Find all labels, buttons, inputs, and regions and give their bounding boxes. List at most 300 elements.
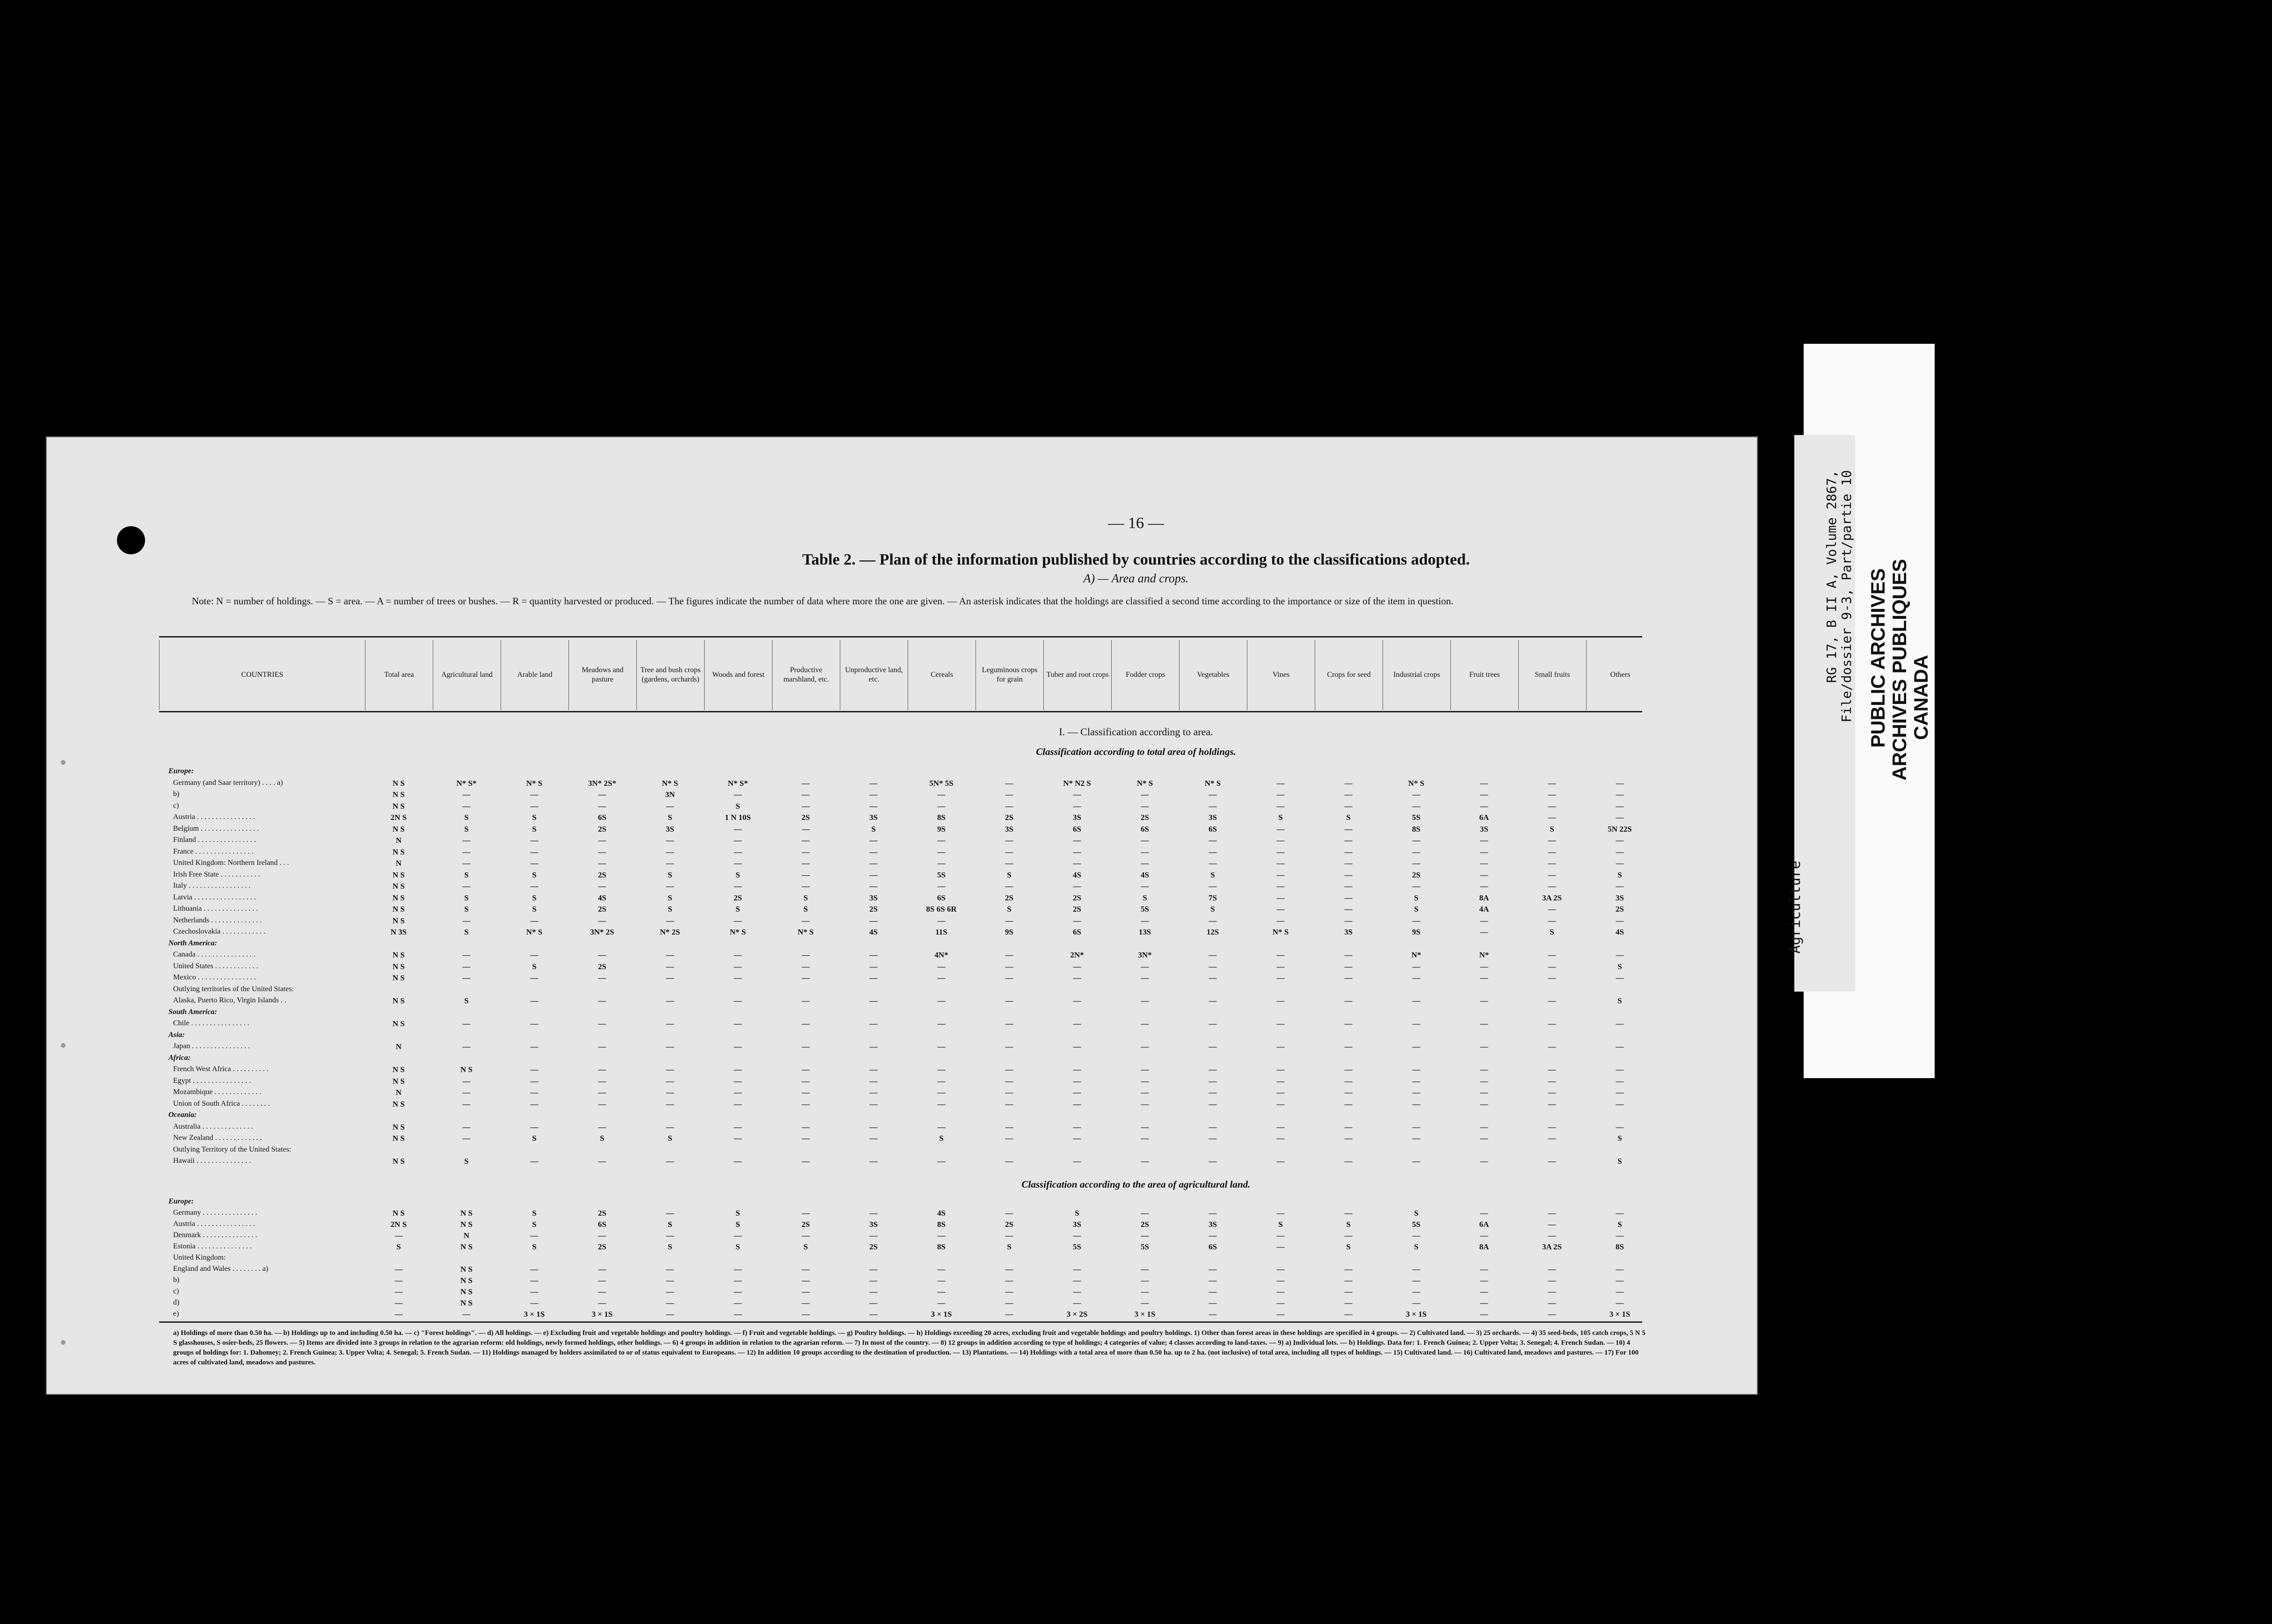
table-cell: — [1548,1122,1556,1131]
table-cell: N S [460,1276,473,1285]
table-cell: — [1276,882,1285,891]
table-cell: S [464,928,469,936]
table-cell: 6A [1479,1220,1489,1229]
table-cell: 3 × 1S [524,1310,545,1319]
table-cell: S [1143,893,1147,902]
table-cell: — [1005,1088,1013,1097]
table-cell: N* S [526,928,543,936]
region-label: North America: [168,939,217,947]
table-cell: — [1548,1310,1556,1319]
table-cell: — [1412,996,1420,1005]
table-cell: — [1480,996,1488,1005]
table-cell: 4S [598,893,606,902]
table-cell: — [1209,1265,1217,1274]
table-cell: — [801,916,810,925]
table-cell: — [666,1019,674,1028]
country-label: Outlying territories of the United States: [173,985,294,993]
country-label: French West Africa . . . . . . . . . . [173,1065,269,1073]
column-header: Productive marshland, etc. [772,640,840,710]
table-cell: — [1548,1276,1556,1285]
table-cell: — [1209,1231,1217,1240]
table-cell: — [1412,1298,1420,1307]
table-cell: S [1414,893,1419,902]
table-cell: — [1005,973,1013,982]
table-cell: — [937,996,946,1005]
table-cell: — [1141,1298,1149,1307]
table-cell: 5S [1141,1242,1149,1251]
table-cell: 6S [1209,1242,1217,1251]
table-cell: — [1344,870,1353,879]
table-cell: S [1075,1209,1079,1218]
table-cell: — [1412,916,1420,925]
table-cell: — [1412,1287,1420,1296]
table-cell: 2S [1141,1220,1149,1229]
table-cell: — [1480,790,1488,799]
table-cell: — [937,1265,946,1274]
country-label: Belgium . . . . . . . . . . . . . . . . [173,824,259,833]
country-label: United Kingdom: [173,1254,226,1262]
table-cell: — [1616,1088,1624,1097]
table-cell: N S [393,1209,405,1218]
table-cell: — [1480,801,1488,811]
table-cell: N S [393,916,405,925]
country-label: Chile . . . . . . . . . . . . . . . . [173,1019,249,1027]
table-cell: — [598,882,606,891]
country-label: Mozambique . . . . . . . . . . . . . [173,1088,262,1096]
table-cell: — [598,847,606,856]
table-cell: — [869,859,878,868]
table-cell: — [394,1265,403,1274]
table-cell: — [1344,1099,1353,1109]
table-cell: — [1276,870,1285,879]
country-label: c) [173,1287,179,1295]
table-cell: — [734,847,742,856]
table-cell: S [1346,1242,1351,1251]
table-cell: N S [393,1076,405,1086]
table-cell: — [1141,1099,1149,1109]
table-cell: S [532,893,537,902]
table-cell: — [1480,962,1488,971]
column-header: Cereals [908,640,976,710]
table-cell: — [1209,1209,1217,1218]
table-cell: N [395,836,402,845]
column-header: Fodder crops [1111,640,1179,710]
table-cell: — [1209,847,1217,856]
table-cell: — [1480,859,1488,868]
table-cell: 3S [1005,824,1013,834]
table-cell: — [801,1265,810,1274]
table-cell: — [1480,882,1488,891]
table-cell: S [668,1134,672,1143]
table-cell: — [1344,1122,1353,1131]
table-cell: 3S [1073,813,1081,822]
table-cell: S [1346,1220,1351,1229]
table-cell: 2S [598,824,606,834]
table-note: Note: N = number of holdings. — S = area. — A = number of trees or bushes. — R = quantity harvested or produced. — The figures indicate the number of data where more the one are given. — An asterisk indicates that the holdings are classified a second time according to the importance or size of the item in question. [192,595,1454,607]
archive-stamp-line3: CANADA [1910,655,1932,740]
table-cell: — [937,790,946,799]
table-cell: — [869,870,878,879]
table-cell: S [668,813,672,822]
table-cell: N* S* [728,778,748,788]
table-cell: — [1412,1134,1420,1143]
table-cell: — [1412,1265,1420,1274]
table-cell: 5S [1412,813,1420,822]
table-cell: — [1548,1298,1556,1307]
table-cell: S [532,824,537,834]
table-cell: S [871,824,876,834]
table-cell: S [1550,928,1554,936]
table-cell: S [735,905,740,914]
table-cell: — [530,1099,539,1109]
table-cell: 4S [1141,870,1149,879]
table-cell: — [1073,1099,1081,1109]
table-cell: N S [460,1209,473,1218]
table-cell: — [1073,801,1081,811]
table-cell: — [1344,790,1353,799]
table-cell: N S [393,973,405,982]
table-cell: 5S [937,870,946,879]
table-cell: — [1480,1276,1488,1285]
table-cell: — [1276,1157,1285,1166]
table-cell: — [1073,1088,1081,1097]
table-cell: — [666,1042,674,1051]
header-bottom-rule [159,711,1642,712]
table-cell: — [1344,1076,1353,1086]
table-cell: — [1276,1265,1285,1274]
country-label: Alaska, Puerto Rico, Virgin Islands . . [173,996,286,1004]
table-cell: — [801,1076,810,1086]
table-cell: — [801,1287,810,1296]
table-cell: S [1617,962,1622,971]
table-cell: — [1005,1310,1013,1319]
table-cell: — [1005,847,1013,856]
header-top-rule [159,636,1642,638]
table-cell: S [1617,996,1622,1005]
table-cell: — [462,790,471,799]
archive-category: Agriculture [1787,861,1804,954]
table-cell: 5S [1141,905,1149,914]
table-cell: — [598,1065,606,1074]
table-cell: S [1007,1242,1012,1251]
table-cell: — [530,1122,539,1131]
table-cell: — [1073,847,1081,856]
table-cell: — [1412,836,1420,845]
table-cell: — [801,1134,810,1143]
table-cell: — [1141,1265,1149,1274]
country-label: Netherlands . . . . . . . . . . . . . . [173,916,262,924]
table-cell: — [598,1122,606,1131]
binding-hole [61,1043,66,1048]
table-cell: — [1276,1042,1285,1051]
table-cell: N 3S [390,928,407,936]
table-cell: S [532,905,537,914]
table-cell: — [1141,801,1149,811]
table-cell: — [598,1231,606,1240]
region-label: Africa: [168,1053,191,1062]
table-cell: — [1480,1076,1488,1086]
table-cell: — [937,882,946,891]
table-cell: — [1141,1209,1149,1218]
table-cell: — [1616,790,1624,799]
table-cell: — [1141,859,1149,868]
table-cell: S [803,893,808,902]
table-cell: — [1209,950,1217,959]
table-cell: — [1005,996,1013,1005]
table-cell: — [1344,882,1353,891]
table-cell: S [803,1242,808,1251]
table-cell: 4S [1073,870,1081,879]
table-cell: 3 × 1S [1609,1310,1631,1319]
table-cell: — [598,1265,606,1274]
table-cell: 3S [1209,1220,1217,1229]
table-cell: — [1480,928,1488,936]
table-cell: — [1209,1287,1217,1296]
table-cell: N S [460,1065,473,1074]
binding-hole [61,1340,66,1345]
table-cell: — [666,962,674,971]
table-cell: S [668,1220,672,1229]
table-cell: — [801,1276,810,1285]
table-cell: S [1414,905,1419,914]
table-cell: — [1276,824,1285,834]
table-cell: — [801,1065,810,1074]
table-cell: — [1209,1134,1217,1143]
table-cell: 2S [801,1220,810,1229]
table-cell: — [530,1276,539,1285]
table-cell: — [1344,1209,1353,1218]
table-cell: — [530,1265,539,1274]
table-cell: — [666,1076,674,1086]
table-cell: — [530,996,539,1005]
table-cell: 2N S [390,1220,407,1229]
table-cell: — [1073,1265,1081,1274]
table-cell: 4S [1616,928,1624,936]
table-cell: — [869,973,878,982]
table-cell: — [734,1088,742,1097]
table-cell: N S [393,905,405,914]
table-cell: — [937,1298,946,1307]
table-cell: 8A [1479,1242,1489,1251]
table-cell: 6S [598,813,606,822]
region-label: Europe: [168,1197,194,1205]
table-cell: — [1548,916,1556,925]
table-cell: — [937,962,946,971]
table-cell: — [801,1157,810,1166]
table-cell: — [598,1042,606,1051]
column-header: Woods and forest [704,640,772,710]
table-subtitle: A) — Area and crops. [1083,572,1189,585]
table-cell: — [734,1310,742,1319]
table-cell: — [1276,1276,1285,1285]
country-label: Mexico . . . . . . . . . . . . . . . . [173,973,256,981]
region-label: Asia: [168,1030,185,1039]
table-cell: N S [393,1099,405,1109]
table-cell: — [530,916,539,925]
table-cell: — [1344,1042,1353,1051]
table-cell: — [1548,1157,1556,1166]
country-label: b) [173,790,180,798]
table-cell: — [1412,790,1420,799]
table-cell: — [1276,905,1285,914]
table-cell: 9S [1412,928,1420,936]
table-cell: — [869,950,878,959]
table-cell: — [869,996,878,1005]
table-cell: — [734,1134,742,1143]
table-cell: — [1005,1019,1013,1028]
table-cell: — [801,1231,810,1240]
table-cell: 3A 2S [1542,1242,1562,1251]
table-cell: — [801,836,810,845]
table-cell: 6S [1141,824,1149,834]
table-cell: S [1007,870,1012,879]
table-cell: — [801,973,810,982]
table-cell: N [395,1088,402,1097]
table-cell: 3S [1616,893,1624,902]
table-cell: — [598,1088,606,1097]
table-cell: — [1276,973,1285,982]
table-cell: — [937,1157,946,1166]
table-cell: — [869,1088,878,1097]
table-cell: — [801,1298,810,1307]
country-label: Estonia . . . . . . . . . . . . . . . [173,1242,252,1250]
table-cell: — [1276,847,1285,856]
table-cell: — [1616,859,1624,868]
table-cell: — [598,1019,606,1028]
table-cell: — [801,870,810,879]
table-cell: S [1617,1220,1622,1229]
table-cell: — [1209,1298,1217,1307]
column-header: Unproductive land, etc. [840,640,908,710]
table-cell: — [666,1298,674,1307]
table-cell: — [1344,1310,1353,1319]
table-cell: — [598,1298,606,1307]
table-cell: — [869,1231,878,1240]
column-header: Tuber and root crops [1043,640,1111,710]
table-cell: — [1548,1042,1556,1051]
table-cell: — [1276,1088,1285,1097]
table-cell: — [462,836,471,845]
table-cell: — [1616,813,1624,822]
table-cell: N S [393,801,405,811]
table-cell: — [869,1265,878,1274]
table-cell: — [1616,1019,1624,1028]
table-cell: S [668,870,672,879]
table-cell: — [1548,778,1556,788]
table-cell: — [1073,1065,1081,1074]
table-cell: — [530,950,539,959]
table-cell: — [1276,859,1285,868]
table-cell: 8S [937,1242,946,1251]
table-cell: — [1344,893,1353,902]
table-cell: — [1480,1088,1488,1097]
table-cell: — [1412,962,1420,971]
country-label: Austria . . . . . . . . . . . . . . . . [173,1220,255,1228]
table-cell: — [462,1134,471,1143]
table-cell: — [937,847,946,856]
table-cell: 2S [598,1209,606,1218]
country-label: Latvia . . . . . . . . . . . . . . . . . [173,893,256,901]
region-label: Oceania: [168,1111,197,1119]
table-cell: — [1276,1065,1285,1074]
table-cell: — [1548,859,1556,868]
region-label: Europe: [168,767,194,775]
table-cell: — [530,1088,539,1097]
table-cell: — [1480,847,1488,856]
table-cell: — [869,916,878,925]
table-cell: 2S [869,1242,878,1251]
table-cell: — [666,1065,674,1074]
table-cell: N* S [662,778,678,788]
column-header: Vegetables [1179,640,1247,710]
table-cell: — [801,1209,810,1218]
section-subtitle-total: Classification according to total area of holdings. [1036,746,1236,757]
table-cell: — [801,859,810,868]
table-cell: — [1276,1231,1285,1240]
country-label: Canada . . . . . . . . . . . . . . . . [173,950,255,958]
table-cell: — [530,801,539,811]
table-cell: S [803,905,808,914]
table-cell: — [1548,950,1556,959]
table-cell: N* S [1204,778,1221,788]
column-header: Total area [365,640,433,710]
table-cell: — [1209,1088,1217,1097]
table-cell: — [1480,1298,1488,1307]
table-cell: — [1073,1287,1081,1296]
table-cell: N* S [797,928,814,936]
table-cell: — [1209,1122,1217,1131]
table-title: Table 2. — Plan of the information published by countries according to the classifications adopted. [802,551,1470,568]
table-cell: 8S 6S 6R [926,905,957,914]
table-cell: — [734,1042,742,1051]
country-label: b) [173,1276,180,1284]
table-cell: — [1344,1065,1353,1074]
table-cell: — [801,962,810,971]
table-cell: — [1005,778,1013,788]
table-cell: 3N* 2S* [588,778,616,788]
table-cell: — [1073,973,1081,982]
table-cell: 2S [1005,893,1013,902]
table-cell: — [394,1298,403,1307]
table-cell: N* S [1136,778,1153,788]
table-cell: — [734,916,742,925]
table-cell: — [734,790,742,799]
table-cell: — [598,836,606,845]
table-cell: — [1616,1209,1624,1218]
table-cell: — [1005,1276,1013,1285]
table-cell: — [462,801,471,811]
column-header: Agricultural land [433,640,501,710]
table-cell: — [530,859,539,868]
table-cell: — [1141,962,1149,971]
table-cell: 2S [598,870,606,879]
table-cell: — [1344,916,1353,925]
table-cell: — [801,1099,810,1109]
country-label: Union of South Africa . . . . . . . . [173,1099,270,1108]
table-cell: — [1005,790,1013,799]
table-cell: 9S [937,824,946,834]
table-cell: — [1616,1287,1624,1296]
table-cell: — [1616,801,1624,811]
table-cell: — [530,1157,539,1166]
table-cell: — [1005,1287,1013,1296]
table-cell: — [1344,1298,1353,1307]
table-cell: — [801,801,810,811]
country-label: Japan . . . . . . . . . . . . . . . . [173,1042,250,1050]
table-cell: — [869,1157,878,1166]
table-cell: N S [393,1019,405,1028]
table-cell: S [939,1134,944,1143]
